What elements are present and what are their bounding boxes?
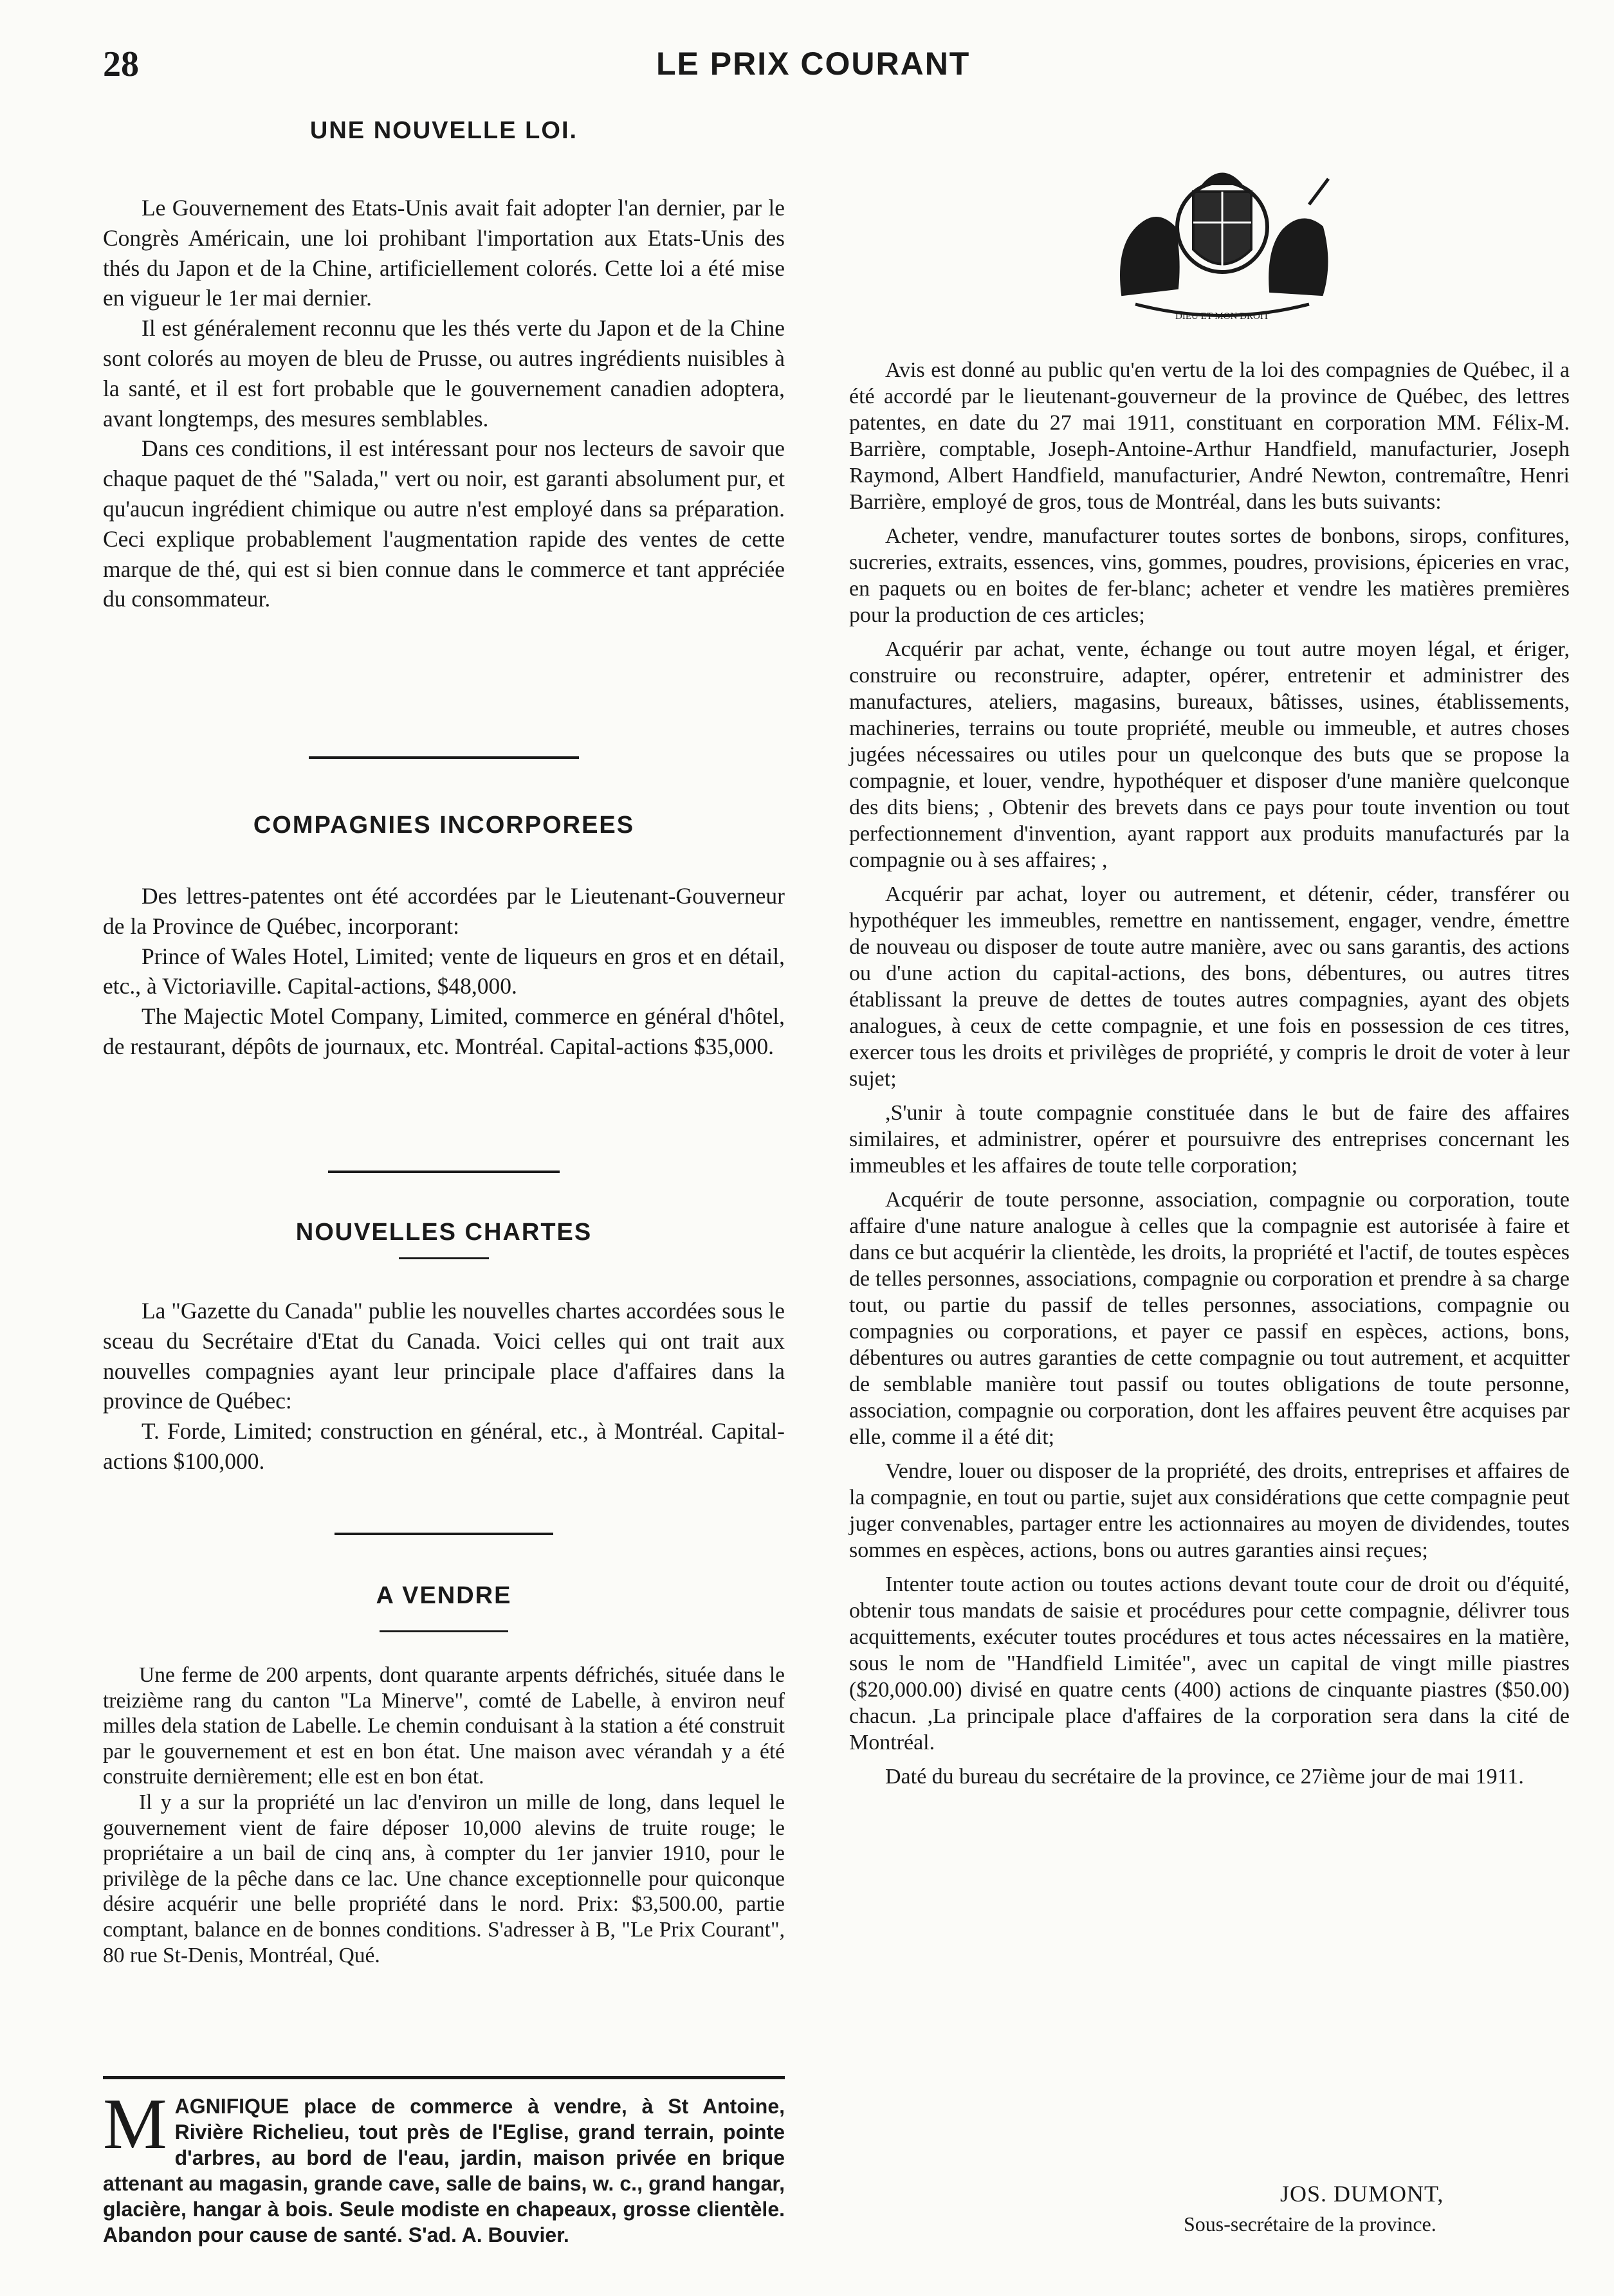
section-title-loi: UNE NOUVELLE LOI.: [309, 117, 578, 144]
title-underline: [399, 1257, 489, 1259]
article-paragraph: La "Gazette du Canada" publie les nouvelles chartes accordées sous le sceau du Secrétaire d'Etat du Canada. Voici celles qui ont trait aux nouvelles compagnies ayant leur principale place d'affaires dans la province de Québec:: [103, 1298, 785, 1414]
notice-paragraph: Acquérir par achat, loyer ou autrement, et détenir, céder, transférer ou hypothéquer les immeubles, remettre en nantissement, engager, vendre, émettre de nouveau ou disposer de toute autre manière, avec ou sans garantis, des actions ou d'une action du capital-actions, des bons, débentures, ou autres titres établissant la preuve de dettes de toutes autres compagnies, ayant des objets analogues, à ceux de cette compagnie, et une fois en possession de ces titres, exercer tous les droits et privilèges de propriété, y compris le droit de voter à leur sujet;: [849, 882, 1570, 1091]
article-paragraph: Il est généralement reconnu que les thés verte du Japon et de la Chine sont colorés au moyen de bleu de Prusse, ou autres ingrédients nuisibles à la santé, et il est fort probable que le gouvernement canadien adoptera, avant longtemps, des mesures semblables.: [103, 315, 785, 432]
article-paragraph: Des lettres-patentes ont été accordées par le Lieutenant-Gouverneur de la Province de Québec, incorporant:: [103, 883, 785, 939]
ad-text: AGNIFIQUE place de commerce à vendre, à St Antoine, Rivière Richelieu, tout près de l'Eglise, grand terrain, pointe d'arbres, au bord de l'eau, jardin, maison privée en brique attenant au magasin, grande cave, salle de bains, w. c., grand hangar, glacière, hangar à bois. Seule modiste en chapeaux, grosse clientèle. Abandon pour cause de santé. S'ad. A. Bouvier.: [103, 2095, 785, 2246]
royal-coat-of-arms-icon: [1097, 166, 1348, 327]
notice-paragraph: Acheter, vendre, manufacturer toutes sortes de bonbons, sirops, confitures, sucreries, extraits, essences, vins, gommes, poudres, provisions, épiceries en vrac, en paquets ou en boites de fer-blanc; acheter et vendre les matières premières pour la production de ces articles;: [849, 524, 1570, 627]
notice-paragraph: Intenter toute action ou toutes actions devant toute cour de droit ou d'équité, obtenir tous mandats de saisie et procédures pour cette compagnie, délivrer tous acquittements, exécuter toutes procédures et tous actes nécessaires en la matière, sous le nom de "Handfield Limitée", avec un capital de vingt mille piastres ($20,000.00) divisé en quatre cents (400) actions de cinquante piastres ($50.00) chacun. ,La principale place d'affaires de la corporation sera dans la cité de Montréal.: [849, 1572, 1570, 1754]
article-paragraph: The Majectic Motel Company, Limited, commerce en général d'hôtel, de restaurant, dépôts de journaux, etc. Montréal. Capital-actions $35,000.: [103, 1003, 785, 1059]
ad-dropcap: M: [103, 2084, 167, 2164]
signature-name: JOS. DUMONT,: [1280, 2181, 1444, 2207]
section-divider: [335, 1533, 553, 1535]
notice-paragraph: Acquérir de toute personne, association, compagnie ou corporation, toute affaire d'une nature analogue à celles que la compagnie est autorisée à faire et dans ce but acquérir la clientède, les droits, la propriété et l'actif, de toutes espèces de telles personnes, associations, compagnie ou corporation et prendre à sa charge tout, ou partie du passif de telles personnes, associations, compagnie ou compagnies ou corporations, et payer ce passif en espèces, actions, bons, débentures ou autres garanties de cette compagnie ou tout autrement, et acquitter de semblable manière tout passif ou toutes obligations de toute personne, association, compagnie ou corporation, dont les affaires peuvent être acquises par elle, comme il a été dit;: [849, 1188, 1570, 1449]
public-notice: [849, 357, 1570, 1798]
notice-paragraph: ,S'unir à toute compagnie constituée dans le but de faire des affaires similaires, et administrer, opérer et poursuivre des entreprises concernant les immeubles et les affaires de toute telle corporation;: [849, 1101, 1570, 1178]
title-underline: [380, 1630, 508, 1632]
section-title-chartes: NOUVELLES CHARTES: [295, 1219, 592, 1246]
notice-paragraph: Daté du bureau du secrétaire de la province, ce 27ième jour de mai 1911.: [885, 1765, 1524, 1789]
page-number: 28: [103, 44, 139, 84]
crest-motto: DIEU ET MON DROIT: [1175, 311, 1269, 322]
running-title: LE PRIX COURANT: [656, 46, 971, 82]
section-title-vendre: A VENDRE: [376, 1582, 512, 1609]
section-divider: [328, 1171, 560, 1173]
notice-paragraph: Avis est donné au public qu'en vertu de la loi des compagnies de Québec, il a été accordé par le lieutenant-gouverneur de la province de Québec, des lettres patentes, en date du 27 mai 1911, constituant en corporation MM. Félix-M. Barrière, comptable, Joseph-Antoine-Arthur Handfield, manufacturier, Joseph Raymond, Albert Handfield, manufacturier, André Newton, contremaître, Henri Barrière, employé de gros, tous de Montréal, dans les buts suivants:: [849, 358, 1570, 514]
section-title-compagnies: COMPAGNIES INCORPOREES: [253, 812, 635, 839]
article-paragraph: Dans ces conditions, il est intéressant pour nos lecteurs de savoir que chaque paquet de thé "Salada," vert ou noir, est garanti absolument pur, et qu'aucun ingrédient chimique ou autre n'est employé dans sa préparation. Ceci explique probablement l'augmentation rapide des ventes de cette marque de thé, qui est si bien connue dans le commerce et tant appréciée du consommateur.: [103, 435, 785, 612]
article-paragraph: Il y a sur la propriété un lac d'environ un mille de long, dans lequel le gouvernement vient de faire déposer 10,000 alevins de truite rouge; le propriétaire a un bail de cinq ans, à compter du 1er janvier 1910, pour le privilège de la pêche dans ce lac. Une chance exceptionnelle pour quiconque désire acquérir une belle propriété dans le nord. Prix: $3,500.00, partie comptant, balance en de bonnes conditions. S'adresser à B, "Le Prix Courant", 80 rue St-Denis, Montréal, Qué.: [103, 1790, 785, 1967]
article-paragraph: Le Gouvernement des Etats-Unis avait fait adopter l'an dernier, par le Congrès Américain, une loi prohibant l'importation aux Etats-Unis des thés du Japon et de la Chine, artificiellement colorés. Cette loi a été mise en vigueur le 1er mai dernier.: [103, 195, 785, 311]
article-loi: [103, 193, 785, 614]
section-divider: [309, 756, 579, 759]
notice-paragraph: Vendre, louer ou disposer de la propriété, des droits, entreprises et affaires de la compagnie, en tout ou partie, sujet aux considérations que cette compagnie peut juger convenables, partager entre les actionnaires au moyen de dividendes, toutes sommes en espèces, actions, bons ou autres garanties ainsi reçues;: [849, 1459, 1570, 1562]
article-paragraph: Une ferme de 200 arpents, dont quarante arpents défrichés, située dans le treizième rang du canton "La Minerve", comté de Labelle, à environ neuf milles dela station de Labelle. Le chemin conduisant à la station a été construit par le gouvernement et est en bon état. Une maison avec vérandah y a été construite dernièrement; elle est en bon état.: [103, 1663, 785, 1789]
article-chartes: [103, 1296, 785, 1477]
article-compagnies: [103, 881, 785, 1062]
classified-ad: [103, 2076, 785, 2248]
notice-paragraph: Acquérir par achat, vente, échange ou tout autre moyen légal, et ériger, construire ou reconstruire, adapter, opérer, entretenir et administrer des manufactures, ateliers, magasins, bureaux, bâtisses, usines, établissements, machineries, terrains ou toute propriété, meuble ou immeuble, et autres choses jugées nécessaires ou utiles pour un quelconque des buts que se propose la compagnie, et louer, vendre, hypothéquer et disposer d'une manière quelconque des dits biens; , Obtenir des brevets dans ce pays pour toute invention ou tout perfectionnement d'invention, ayant rapport aux produits manufacturés par la compagnie ou à ses affaires; ,: [849, 637, 1570, 872]
article-paragraph: T. Forde, Limited; construction en général, etc., à Montréal. Capital-actions $100,000.: [103, 1418, 785, 1474]
article-vendre: [103, 1663, 785, 1968]
article-paragraph: Prince of Wales Hotel, Limited; vente de liqueurs en gros et en détail, etc., à Victoriaville. Capital-actions, $48,000.: [103, 943, 785, 999]
signature-title: Sous-secrétaire de la province.: [1184, 2212, 1436, 2236]
